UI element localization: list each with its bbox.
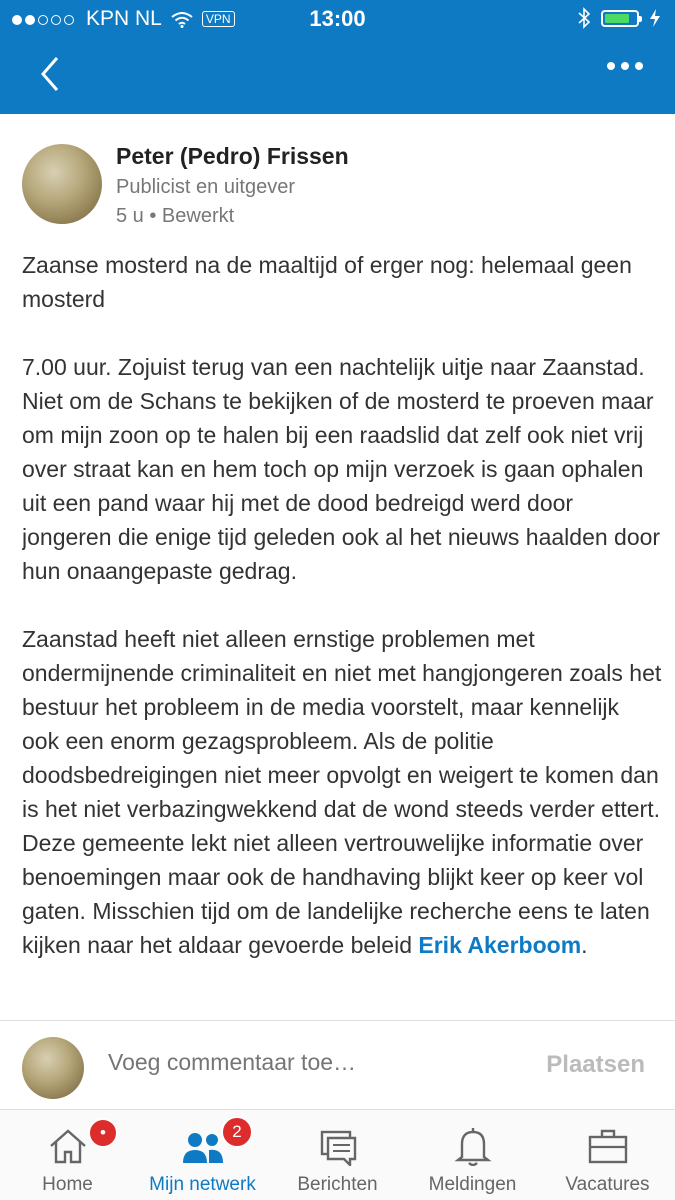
post-meta: 5 u • Bewerkt (116, 205, 235, 227)
tab-messages[interactable] (270, 1110, 405, 1200)
carrier-name: KPN NL (86, 7, 162, 30)
chevron-left-icon (40, 56, 60, 92)
author-avatar[interactable] (22, 144, 102, 224)
more-dot-icon (607, 62, 615, 70)
tab-network[interactable] (135, 1110, 270, 1200)
app-header (0, 0, 675, 114)
post-paragraph: 7.00 uur. Zojuist terug van een nachtelijk uitje naar Zaanstad. Niet om de Schans te bekijken of de mosterd te proeven maar om mijn zoon op te halen bij een raadslid dat zelf ook niet vrij over straat kan en hem toch op mijn verzoek is gaan ophalen uit een pand waar hij met de dood bedreigd werd door jongeren die enige tijd geleden ook al het nieuws haalden door hun onaangepaste gedrag. (22, 354, 661, 584)
bottom-tab-bar (0, 1110, 675, 1200)
post-paragraph: Zaanse mosterd na de maaltijd of erger nog: helemaal geen mosterd (22, 252, 632, 312)
status-bar (0, 0, 675, 38)
tab-label: Home (42, 1174, 93, 1195)
tab-label: Meldingen (428, 1174, 517, 1195)
clock: 13:00 (309, 6, 366, 31)
bell-icon (452, 1126, 494, 1166)
tab-jobs[interactable] (540, 1110, 675, 1200)
back-button[interactable] (40, 56, 60, 98)
mention-trailing: . (581, 932, 588, 958)
mention-link[interactable]: Erik Akerboom (418, 932, 582, 958)
post-paragraph (22, 622, 662, 962)
tab-label: Mijn netwerk (149, 1174, 256, 1195)
tab-label: Berichten (297, 1174, 378, 1195)
notification-badge: • (88, 1118, 118, 1148)
comment-input[interactable] (108, 1049, 508, 1076)
charging-icon (649, 8, 661, 28)
vpn-indicator: VPN (202, 11, 235, 27)
tab-label: Vacatures (565, 1174, 650, 1195)
more-options-button[interactable] (607, 62, 643, 70)
network-icon (182, 1126, 224, 1166)
tab-home[interactable] (0, 1110, 135, 1200)
bluetooth-icon (577, 7, 591, 29)
messages-icon (317, 1126, 359, 1166)
tab-notifications[interactable] (405, 1110, 540, 1200)
briefcase-icon (587, 1126, 629, 1166)
battery-icon (601, 10, 639, 27)
more-dot-icon (621, 62, 629, 70)
comment-bar (0, 1020, 675, 1110)
post-paragraph-text: Zaanstad heeft niet alleen ernstige problemen met ondermijnende criminaliteit en niet met hangjongeren zoals het bestuur het probleem in de media voorstelt, maar kennelijk ook een enorm gezagsprobleem. Als de politie doodsbedreigingen niet meer opvolgt en weigert te komen dan is het niet verbazingwekkend dat de wond steeds verder ettert. Deze gemeente lekt niet alleen vertrouwelijke informatie over benoemingen maar ook de handhaving blijkt keer op keer vol gaten. Misschien tijd om de landelijke recherche eens te laten kijken naar het aldaar gevoerde beleid (22, 626, 662, 958)
post-content (22, 248, 662, 1020)
user-avatar (22, 1037, 84, 1099)
post-comment-button[interactable]: Plaatsen (546, 1051, 645, 1078)
more-dot-icon (635, 62, 643, 70)
author-headline: Publicist en uitgever (116, 176, 295, 198)
author-name[interactable]: Peter (Pedro) Frissen (116, 143, 349, 169)
notification-badge: 2 (221, 1116, 253, 1148)
home-icon (47, 1126, 89, 1166)
